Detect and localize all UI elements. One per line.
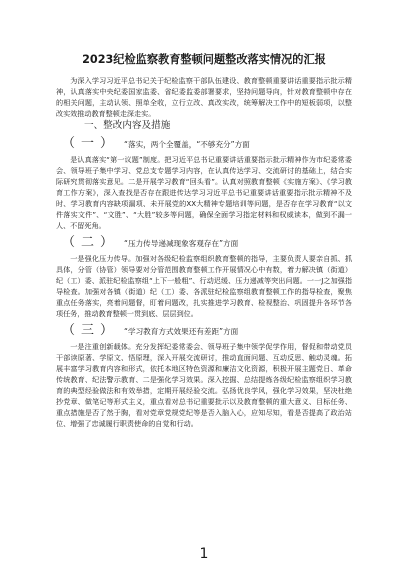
- subsection-body: 是认真落实“第一议题”制度。把习近平总书记重要讲话重要指示批示精神作为市纪委常委会、领导班子集中学习、党总支专题学习内容，在认真传达学习、交流研讨的基础上，结合实际研究贯彻落实意见。二是开展学习教育“回头看”。认真对照教育整顿《实施方案》、《学习教育工作方案》，深入查找是否存在跟进传达学习习近平总书记重要讲话重要指示批示精神不及时、学习教育内容缺项漏项、未开展党的XX大精神专题培训等问题，是否存在学习教育“以文件落实文件”、“文胜”、“大胜”较多等问题，确保全面学习指定材料和权威读本，做到不漏一人、不留死角。: [56, 155, 352, 230]
- subsection: [56, 235, 352, 319]
- subsection-body: 一是注重创新载体。充分发挥纪委常委会、领导班子集中领学促学作用，督促和带动党员干部读原著、学原文、悟原理，深入开展交流研讨，推动直面问题、互动反思、触动灵魂。拓展丰富学习教育内容和形式，依托本地区特色资源和廉洁文化资源，积极开展主题党日、革命传统教育、纪法警示教育、二是强化学习效果。深入挖掘、总结提炼各级纪检监察组织学习教育的典型经验做法和有效举措，定期开展经验交流。弘扬优良学风，强化学习效果，坚决杜绝抄党章、做笔记等形式主义，重点看对总书记重要批示以及教育整顿的重大意义、目标任务、重点措施是否了然于胸，看对党章党规党纪等是否入脑入心，应知尽知，看是否提高了政治站位、增强了忠诚履行职责使命的自觉和行动。: [56, 342, 352, 428]
- subsection-heading: “落实，两个全覆盖，“不够充分”方面: [124, 139, 250, 149]
- subsection-heading: “压力传导递减现象客观存在”方面: [124, 238, 239, 248]
- subsection-heading-row: [56, 235, 352, 251]
- document-title: 2023纪检监察教育整顿问题整改落实情况的汇报: [82, 53, 326, 66]
- subsection-heading: “学习教育方式效果还有差距”方面: [124, 326, 239, 336]
- subsection: [56, 136, 352, 231]
- subsection: [56, 323, 352, 429]
- subsection-heading-row: [56, 136, 352, 152]
- intro-paragraph: 为深入学习习近平总书记关于纪检监察干部队伍建设、教育整顿重要讲话重要指示批示精神，认真落实中央纪委国家监委、省纪委监委部署要求，坚持问题导向，针对教育整顿中存在的相关问题，主动认领、照单全收，立行立改、真改实改，统筹解决工作中的短板弱项，以整改实效推动教育整顿走深走实。: [56, 76, 352, 118]
- subsection-number: （ 二 ）: [62, 235, 115, 250]
- subsection-heading-row: [56, 323, 352, 339]
- subsection-body: 一是强化压力传导。加强对各级纪检监察组织教育整顿的指导，主要负责人要亲自抓、抓具体，分管（协管）领导要对分管范围教育整顿工作开展情况心中有数，着力解决镇（街道）纪（工）委、派驻纪检监察组“上下一般粗”、行动迟缓、压力递减等突出问题。一一J之加强指导检查。加强对各镇（街道）纪（工）委、各派驻纪检监察组教育整顿工作的指导检查，聚焦重点任务落实，亮着问题督，盯着问题改，扎实推进学习教育、检视整治、巩固提升各环节各项任务，推动教育整顿一贯到底、层层到位。: [56, 254, 352, 318]
- subsection-number: （ 一 ）: [62, 136, 115, 151]
- page-number: 1: [199, 546, 209, 562]
- subsection-number: （ 三 ）: [62, 323, 115, 338]
- section-heading: 一、整改内容及措施: [84, 120, 171, 131]
